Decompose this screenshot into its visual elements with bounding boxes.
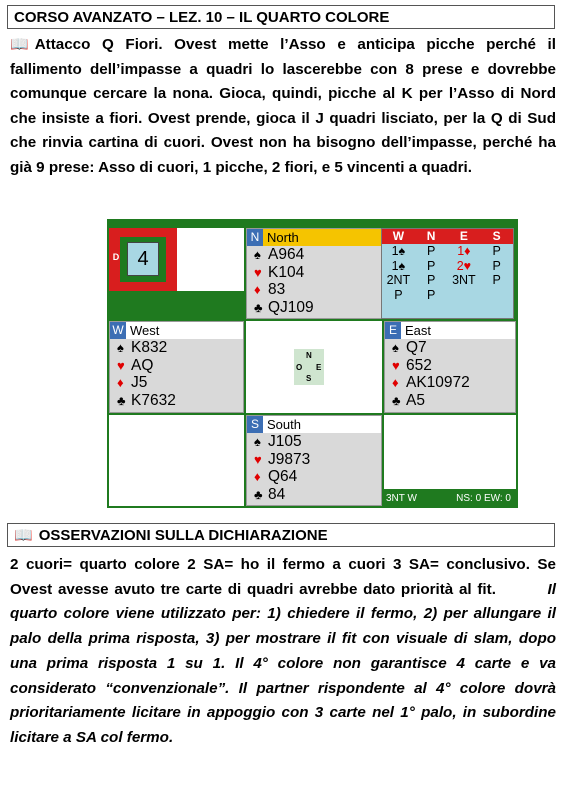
east-hearts: ♥ 652 bbox=[392, 356, 432, 374]
south-clubs: ♣ 84 bbox=[254, 485, 286, 503]
result-cell bbox=[384, 415, 516, 489]
spade-icon: ♠ bbox=[254, 247, 261, 262]
board-info bbox=[109, 228, 244, 291]
west-title bbox=[110, 322, 243, 339]
lesson-title: CORSO AVANZATO – LEZ. 10 – IL QUARTO COLORE bbox=[14, 9, 390, 26]
observations-title: OSSERVAZIONI SULLA DICHIARAZIONE bbox=[38, 527, 328, 544]
auction-table bbox=[381, 228, 514, 319]
club-icon: ♣ bbox=[117, 392, 126, 408]
east-clubs: ♣ A5 bbox=[392, 391, 425, 409]
auction-row: 2NT P 3NT P bbox=[386, 273, 501, 287]
west-spades: ♠ K832 bbox=[117, 339, 168, 356]
auction-row: P P bbox=[394, 287, 436, 302]
compass-north: N bbox=[306, 351, 312, 360]
compass-east: E bbox=[316, 363, 322, 372]
compass-south: S bbox=[306, 374, 312, 383]
book-icon: 📖 bbox=[10, 36, 29, 53]
north-clubs: ♣ QJ109 bbox=[254, 298, 314, 316]
club-icon: ♣ bbox=[254, 486, 263, 502]
empty-cell bbox=[109, 415, 244, 506]
south-spades: ♠ J105 bbox=[254, 433, 302, 450]
auction-row: 1♠ P 2♥ P bbox=[391, 258, 501, 273]
compass bbox=[294, 349, 324, 385]
auction-head-n: N bbox=[426, 229, 436, 243]
heart-icon: ♥ bbox=[254, 264, 262, 280]
south-diamonds: ♦ Q64 bbox=[254, 468, 298, 485]
result-bar bbox=[383, 491, 514, 506]
west-diamonds: ♦ J5 bbox=[117, 374, 148, 391]
south-title bbox=[247, 416, 381, 433]
west-clubs: ♣ K7632 bbox=[117, 391, 176, 409]
observations-text: 2 cuori= quarto colore 2 SA= ho il fermo a cuori 3 SA= conclusivo. Se Ovest avesse avuto tre carte di quadri avrebbe dato priorità al fit. bbox=[10, 556, 556, 598]
east-spades: ♠ Q7 bbox=[392, 339, 427, 356]
play-text: Attacco Q Fiori. Ovest mette l’Asso e anticipa picche perché il fallimento dell’impasse a quadri lo lascerebbe con 8 prese e dovrebbe comunque cercare la nona. Gioca, quindi, picche al K per l’Asso di Nord che insiste a fiori. Ovest prende, gioca il J quadri lisciato, per la Q di Sud che rinvia cartina di cuori. Ovest non ha bisogno dell’impasse, perché ha già 9 prese: Asso di cuori, 1 picche, 2 fiori, e 5 vincenti a quadri. bbox=[10, 36, 556, 176]
north-title bbox=[247, 229, 381, 246]
auction-header bbox=[382, 229, 513, 244]
north-hand bbox=[246, 228, 382, 319]
east-name: East bbox=[405, 323, 432, 338]
south-seat-badge: S bbox=[247, 416, 263, 433]
north-hearts: ♥ K104 bbox=[254, 263, 305, 281]
west-hand bbox=[109, 321, 244, 413]
north-name: North bbox=[267, 230, 299, 245]
auction-head-e: E bbox=[459, 229, 468, 243]
observations-paragraph bbox=[10, 553, 556, 751]
heart-icon: ♥ bbox=[117, 357, 125, 373]
auction-head-w: W bbox=[392, 229, 405, 243]
score-label: NS: 0 EW: 0 bbox=[456, 493, 511, 504]
diamond-icon: ♦ bbox=[254, 282, 261, 297]
club-icon: ♣ bbox=[254, 299, 263, 315]
west-hearts: ♥ AQ bbox=[117, 356, 154, 374]
board-number: 4 bbox=[127, 242, 159, 276]
west-name: West bbox=[130, 323, 160, 338]
fourth-color-note: Il quarto colore viene utilizzato per: 1) chiedere il fermo, 2) per allungare il palo della prima risposta, 3) per mostrare il fit con visuale di slam, dopo una prima risposta 1 su 1. Il 4° colore non garantisce 4 carte e va considerato “convenzionale”. Il partner rispondente al 4° colore dovrà prioritariamente licitare in appoggio con 3 carte nel 1° palo, in subordine licitare a SA col fermo. bbox=[10, 580, 556, 746]
spade-icon: ♠ bbox=[117, 340, 124, 355]
south-name: South bbox=[267, 417, 301, 432]
diamond-icon: ♦ bbox=[254, 469, 261, 484]
observations-header bbox=[7, 523, 555, 547]
play-paragraph bbox=[10, 33, 556, 181]
east-hand bbox=[384, 321, 516, 413]
lesson-header bbox=[7, 5, 555, 29]
north-seat-badge: N bbox=[247, 229, 263, 246]
heart-icon: ♥ bbox=[392, 357, 400, 373]
contract-label: 3NT W bbox=[386, 493, 417, 504]
compass-west: O bbox=[296, 363, 303, 372]
club-icon: ♣ bbox=[392, 392, 401, 408]
heart-icon: ♥ bbox=[254, 451, 262, 467]
diamond-icon: ♦ bbox=[392, 375, 399, 390]
spade-icon: ♠ bbox=[392, 340, 399, 355]
book-icon: 📖 bbox=[14, 527, 33, 544]
south-hand bbox=[246, 415, 382, 506]
east-diamonds: ♦ AK10972 bbox=[392, 374, 470, 391]
table-center bbox=[246, 321, 382, 413]
spade-icon: ♠ bbox=[254, 434, 261, 449]
dealer-marker: D bbox=[112, 252, 120, 262]
east-seat-badge: E bbox=[385, 322, 401, 339]
north-spades: ♠ A964 bbox=[254, 246, 305, 263]
auction-row: 1♠ P 1♦ P bbox=[391, 244, 501, 258]
board-vulnerability bbox=[109, 228, 177, 291]
west-seat-badge: W bbox=[110, 322, 126, 339]
east-title bbox=[385, 322, 515, 339]
auction-head-s: S bbox=[492, 229, 501, 243]
diamond-icon: ♦ bbox=[117, 375, 124, 390]
north-diamonds: ♦ 83 bbox=[254, 281, 286, 298]
south-hearts: ♥ J9873 bbox=[254, 450, 311, 468]
